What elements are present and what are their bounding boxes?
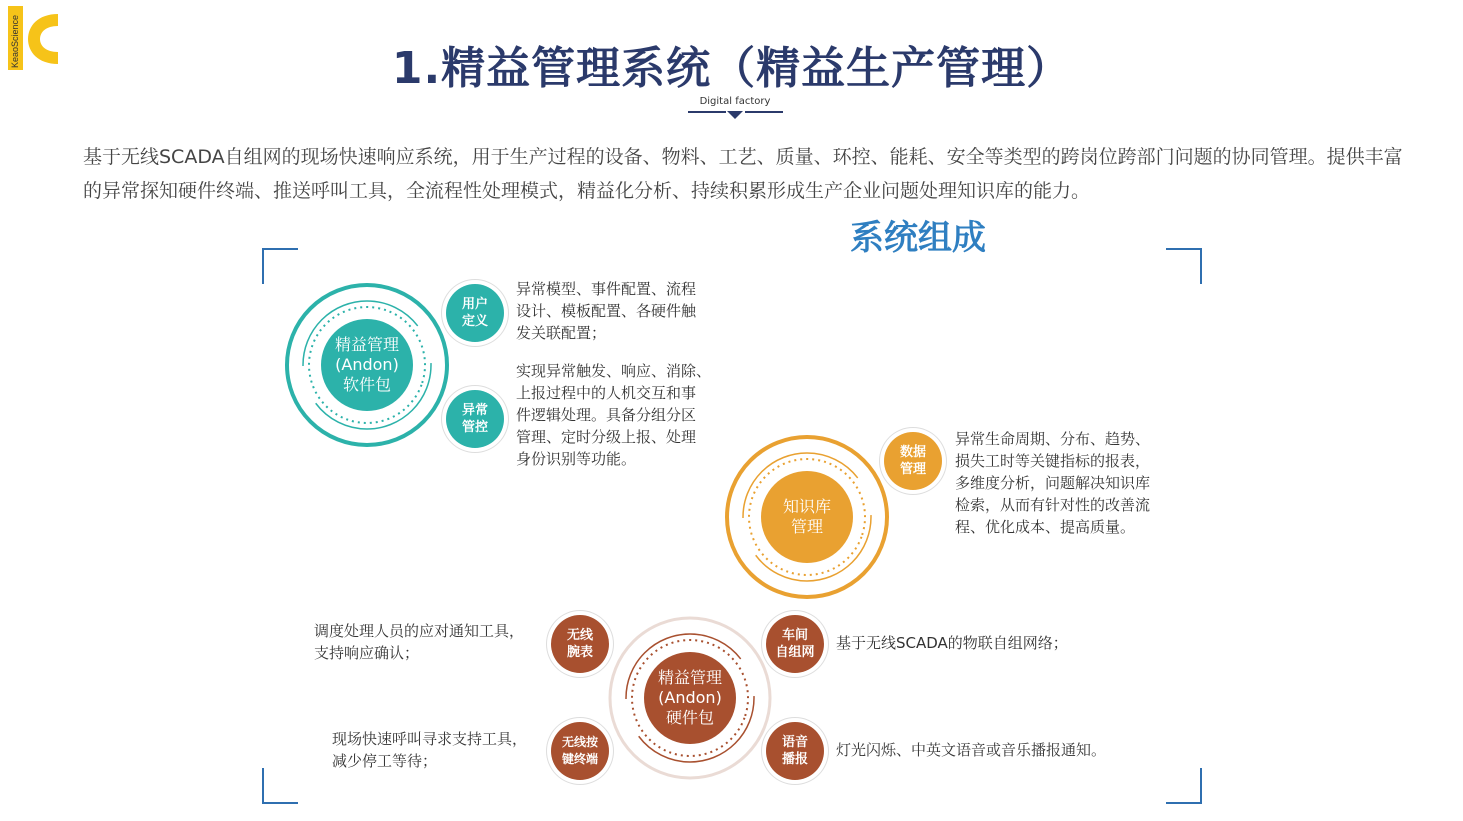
page-subtitle: Digital factory <box>699 96 771 107</box>
badge-exception-control: 异常 管控 <box>446 390 504 448</box>
hardware-package-core: 精益管理 (Andon) 硬件包 <box>644 652 736 744</box>
section-title: 系统组成 <box>850 218 986 258</box>
knowledge-base-core: 知识库 管理 <box>761 471 853 563</box>
badge-data-management: 数据 管理 <box>884 432 942 490</box>
frame-corner-bottom-left <box>262 768 298 804</box>
badge-workshop-network: 车间 自组网 <box>766 615 824 673</box>
badge-wireless-watch: 无线 腕表 <box>551 615 609 673</box>
desc-data-management: 异常生命周期、分布、趋势、 损失工时等关键指标的报表， 多维度分析，问题解决知识库 检索，从而有针对性的改善流 程、优化成本、提高质量。 <box>955 430 1151 536</box>
page-title: 1.精益管理系统（精益生产管理） <box>391 43 1072 94</box>
desc-wireless-watch: 调度处理人员的应对通知工具， 支持响应确认； <box>314 622 525 662</box>
subtitle-divider-left <box>688 111 726 113</box>
desc-exception-control: 实现异常触发、响应、消除、 上报过程中的人机交互和事 件逻辑处理。具备分组分区 管理、定时分级上报、处理 身份识别等功能。 <box>516 362 712 468</box>
subtitle-arrow <box>727 111 743 119</box>
badge-voice-broadcast: 语音 播报 <box>766 722 824 780</box>
desc-wireless-button: 现场快速呼叫寻求支持工具， 减少停工等待； <box>332 730 528 770</box>
software-package-core: 精益管理 (Andon) 软件包 <box>321 319 413 411</box>
frame-corner-top-left <box>262 248 298 284</box>
desc-voice-broadcast: 灯光闪烁、中英文语音或音乐播报通知。 <box>836 741 1107 759</box>
desc-workshop-network: 基于无线SCADA的物联自组网络； <box>836 634 1068 652</box>
logo-text: KeaoScience <box>10 14 20 68</box>
desc-user-define: 异常模型、事件配置、流程 设计、模板配置、各硬件触 发关联配置； <box>516 280 697 342</box>
badge-wireless-button: 无线按 键终端 <box>551 722 609 780</box>
subtitle-divider-right <box>745 111 783 113</box>
intro-paragraph: 基于无线SCADA自组网的现场快速响应系统，用于生产过程的设备、物料、工艺、质量、环控、能耗、安全等类型的跨岗位跨部门问题的协同管理。提供丰富的异常探知硬件终端、推送呼叫工具，全流程性处理模式，精益化分析、持续积累形成生产企业问题处理知识库的能力。 <box>83 146 1403 202</box>
frame-corner-top-right <box>1166 248 1202 284</box>
frame-corner-bottom-right <box>1166 768 1202 804</box>
badge-user-define: 用户 定义 <box>446 284 504 342</box>
